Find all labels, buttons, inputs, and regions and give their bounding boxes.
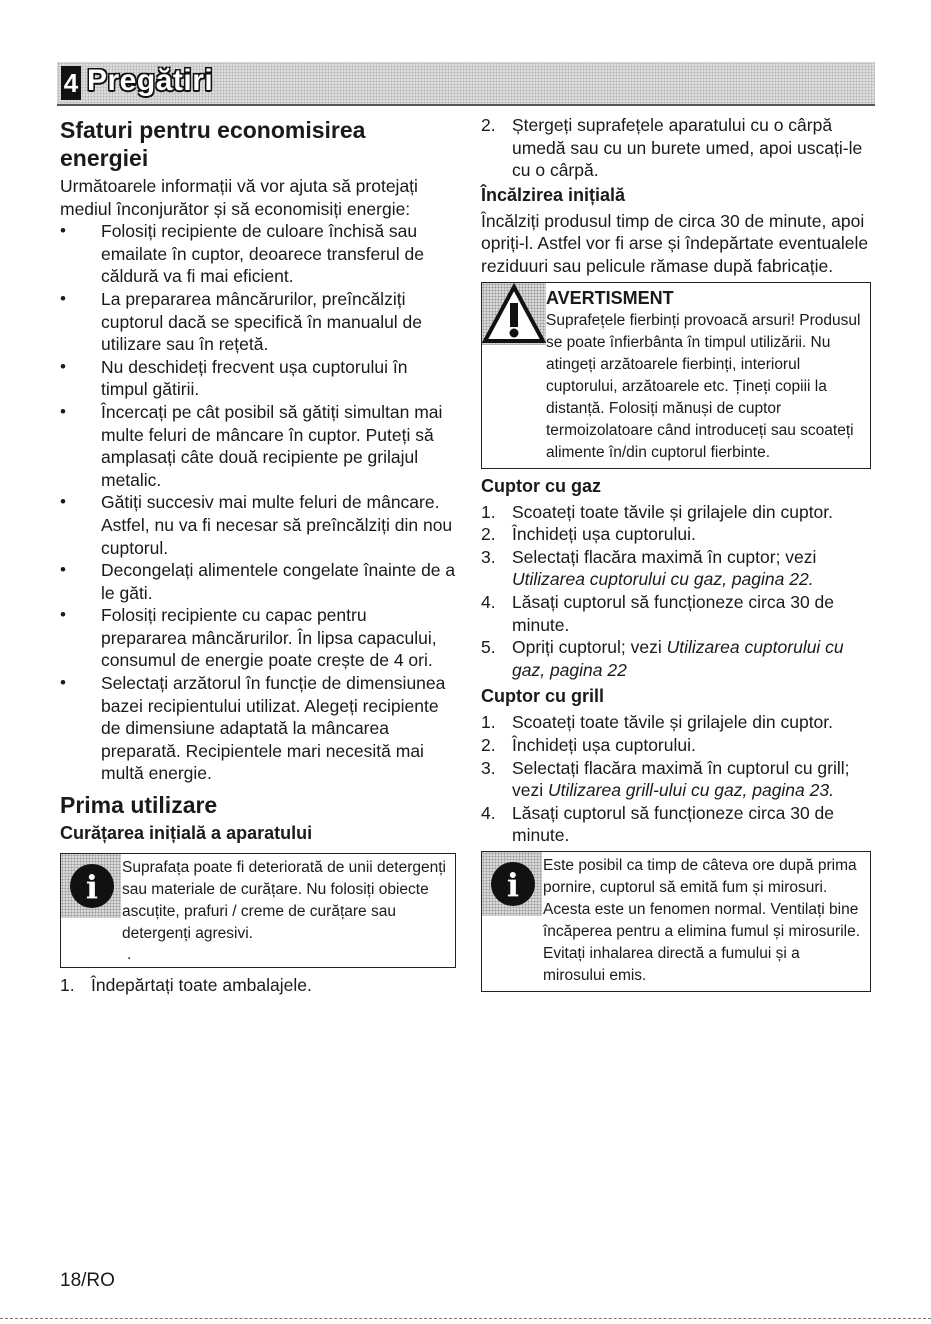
list-item: 4. Lăsați cuptorul să funcționeze circa 30 de minute. [481, 591, 834, 635]
smoke-info-text: Este posibil ca timp de câteva ore după prima pornire, cuptorul să emită fum și mirosuri. Acesta este un fenomen normal. Ventilați bine încăperea pentru a elimina fumul și mirosurile. Evitați inhalarea directă a fumului și a mirosului emis. [543, 856, 861, 984]
list-item: 1. Scoateți toate tăvile și grilajele din cuptor. [481, 712, 834, 733]
left-column [60, 116, 456, 997]
cleaning-steps [60, 974, 456, 997]
list-item: • La prepararea mâncărurilor, preîncălziți cuptorul dacă se specifică în manualul de utilizare sau în rețetă. [60, 288, 456, 356]
info-notice-text: Suprafața poate fi deteriorată de unii detergenți sau materiale de curățare. Nu folosiți obiecte ascuțite, prafuri / creme de curățare sau detergenți agresivi. [122, 859, 447, 943]
list-item: • Încercați pe cât posibil să gătiți simultan mai multe feluri de mâncare în cuptor. Puteți să amplasați câte două recipiente pe grilajul metalic. [60, 401, 456, 491]
list-item: • Folosiți recipiente cu capac pentru prepararea mâncărurilor. În lipsa capacului, consumul de energie poate crește de 4 ori. [60, 604, 456, 672]
warning-text: Suprafețele fierbinți provoacă arsuri! Produsul se poate înfierbânta în timpul utilizării. Nu atingeți arzătoarele fierbinți, interiorul cuptorului, arzătoarele etc. Țineți copiii la distanță. Folosiți mănuși de cuptor termoizolatoare când introduceți sau scoateți alimente în/din cuptorul fierbinte. [546, 311, 861, 461]
warning-notice [481, 282, 871, 469]
cleaning-subheading: Curățarea inițială a aparatului [60, 823, 313, 844]
list-item: • Nu deschideți frecvent ușa cuptorului în timpul gătirii. [60, 356, 456, 401]
gas-oven-steps [481, 501, 871, 682]
energy-heading: Sfaturi pentru economisirea energiei [60, 117, 366, 171]
list-item: 3. Selectați flacăra maximă în cuptorul cu grill; vezi Utilizarea grill-ului cu gaz, pagina 23. [481, 757, 850, 801]
grill-oven-steps [481, 711, 871, 847]
page-reference: Utilizarea cuptorului cu gaz, pagina 22 [512, 637, 844, 680]
warning-title: AVERTISMENT [546, 287, 674, 308]
first-use-heading: Prima utilizare [60, 792, 218, 819]
energy-intro: Următoarele informații vă vor ajuta să protejați mediul înconjurător și să economisiți energie: [60, 176, 418, 219]
list-item: 2. Închideți ușa cuptorului. [481, 524, 696, 545]
info-notice-dot: . [127, 946, 132, 964]
chapter-header [57, 62, 875, 106]
list-item: • Folosiți recipiente de culoare închisă sau emailate în cuptor, deoarece transferul de căldură va fi mai eficient. [60, 220, 456, 288]
info-icon: i [61, 854, 121, 918]
list-item: 3. Selectați flacăra maximă în cuptor; vezi Utilizarea cuptorului cu gaz, pagina 22. [481, 546, 817, 590]
smoke-info-notice [481, 851, 871, 992]
chapter-number: 4 [61, 66, 81, 100]
list-item: • Decongelați alimentele congelate înainte de a le găti. [60, 559, 456, 604]
list-item: • Gătiți succesiv mai multe feluri de mâncare. Astfel, nu va fi necesar să preîncălziți din nou cuptorul. [60, 491, 456, 559]
list-item: 1. Scoateți toate tăvile și grilajele din cuptor. [481, 501, 834, 522]
list-item: 2. Închideți ușa cuptorului. [481, 734, 696, 755]
page-number: 18/RO [60, 1270, 115, 1291]
list-item: • Selectați arzătorul în funcție de dimensiunea bazei recipientului utilizat. Alegeți recipiente de dimensiune adaptată la mâncarea preparată. Recipientele mari necesită mai multă energie. [60, 672, 456, 785]
grill-oven-heading: Cuptor cu grill [481, 686, 604, 707]
page-reference: Utilizarea grill-ului cu gaz, pagina 23. [547, 780, 834, 801]
list-item: 4. Lăsați cuptorul să funcționeze circa 30 de minute. [481, 802, 834, 846]
initial-heating-text: Încălziți produsul timp de circa 30 de minute, apoi opriți-l. Astfel vor fi arse și îndepărtate eventualele reziduuri sau pelicule rămase după fabricație. [481, 210, 869, 276]
footer-rule [0, 1318, 931, 1319]
chapter-title: Pregătiri [87, 64, 214, 97]
info-icon: i [482, 852, 542, 916]
info-notice [60, 853, 456, 968]
list-item: 1. Îndepărtați toate ambalajele. [60, 975, 312, 996]
gas-oven-heading: Cuptor cu gaz [481, 475, 601, 496]
list-item: 2. Ștergeți suprafețele aparatului cu o cârpă umedă sau cu un burete umed, apoi uscați-le cu o cârpă. [481, 115, 863, 181]
warning-icon [482, 283, 546, 345]
initial-heating-heading: Încălzirea inițială [481, 184, 626, 205]
cleaning-steps-continued [481, 114, 871, 182]
list-item: 5. Opriți cuptorul; vezi Utilizarea cuptorului cu gaz, pagina 22 [481, 637, 844, 680]
page-reference: Utilizarea cuptorului cu gaz, pagina 22. [512, 569, 814, 590]
right-column [481, 114, 871, 998]
energy-tips-list [60, 220, 456, 785]
